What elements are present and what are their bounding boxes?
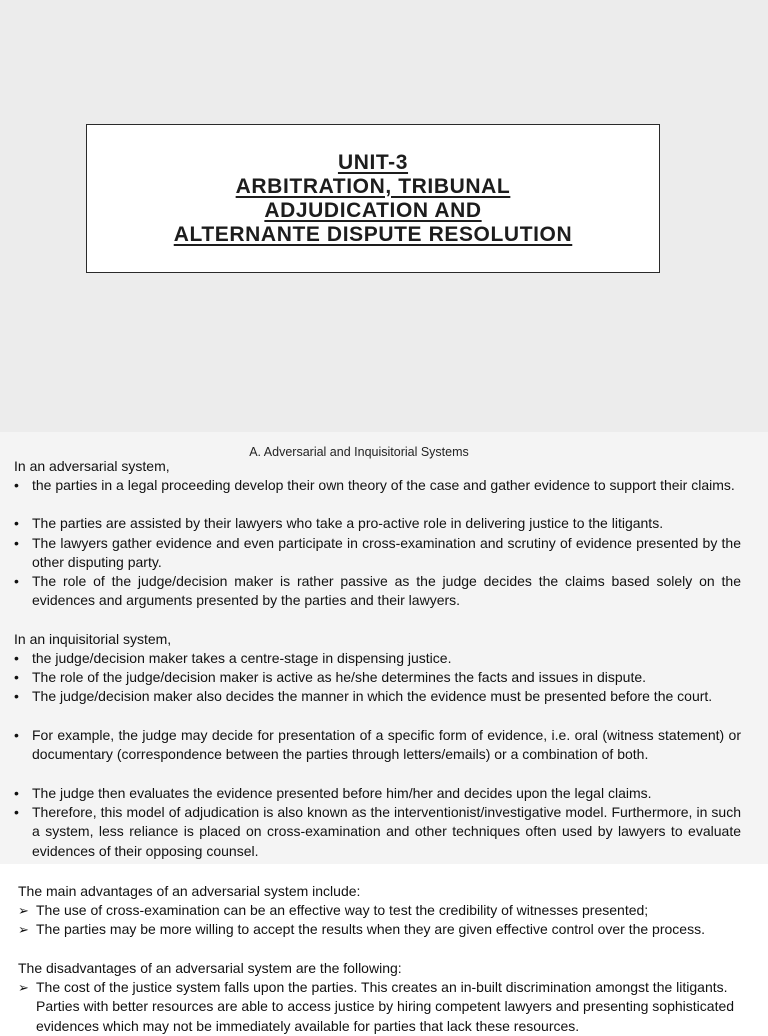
arrow-bullet-icon: ➢ <box>18 922 29 937</box>
bullet-icon: • <box>14 535 19 551</box>
bullet-icon: • <box>14 669 19 685</box>
adversarial-bullet: • The lawyers gather evidence and even participate in cross-examination and scrutiny of evidence presented by the other disputing party. <box>14 535 741 571</box>
inquisitorial-intro: In an inquisitorial system, <box>14 631 172 647</box>
systems-slide <box>0 432 768 864</box>
title-line-2: ARBITRATION, TRIBUNAL <box>235 174 511 198</box>
section-title: A. Adversarial and Inquisitorial Systems <box>249 445 469 459</box>
disadvantage-item: ➢ The cost of the justice system falls upon the parties. This creates an in-built discrimination amongst the litigants. Parties with better resources are able to access justice by hiring competent lawyers and presenting sophisticated evidences which may not be immediately available for parties that lack these resources. <box>18 979 735 1034</box>
title-box <box>86 124 660 273</box>
arrow-bullet-icon: ➢ <box>18 903 29 918</box>
title-slide <box>0 0 768 432</box>
inquisitorial-bullet: • the judge/decision maker takes a centre-stage in dispensing justice. <box>14 649 741 668</box>
inquisitorial-bullet: • For example, the judge may decide for presentation of a specific form of evidence, i.e. oral (witness statement) or documentary (correspondence between the parties through letters/emails) or a combination of both. <box>14 727 741 763</box>
disadvantages-intro: The disadvantages of an adversarial system are the following: <box>18 960 402 976</box>
inquisitorial-bullet: • The judge then evaluates the evidence presented before him/her and decides upon the legal claims. <box>14 784 741 803</box>
title-line-4: ALTERNANTE DISPUTE RESOLUTION <box>173 222 573 246</box>
bullet-icon: • <box>14 785 19 801</box>
bullet-icon: • <box>14 688 19 704</box>
title-line-3: ADJUDICATION AND <box>264 198 482 222</box>
adversarial-bullet: • the parties in a legal proceeding develop their own theory of the case and gather evidence to support their claims. <box>14 476 741 495</box>
adversarial-bullet: • The role of the judge/decision maker is rather passive as the judge decides the claims based solely on the evidences and arguments presented by the parties and their lawyers. <box>14 573 741 609</box>
advantages-slide <box>0 864 768 1034</box>
advantage-item: ➢ The parties may be more willing to accept the results when they are given effective control over the process. <box>18 920 746 939</box>
arrow-bullet-icon: ➢ <box>18 980 29 995</box>
inquisitorial-bullet: • The role of the judge/decision maker is active as he/she determines the facts and issues in dispute. <box>14 668 741 687</box>
inquisitorial-bullet: • Therefore, this model of adjudication is also known as the interventionist/investigative model. Furthermore, in such a system, less reliance is placed on cross-examination and other techniques often used by lawyers to evaluate evidences of their opposing counsel. <box>14 804 741 859</box>
bullet-icon: • <box>14 804 19 820</box>
bullet-icon: • <box>14 477 19 493</box>
bullet-icon: • <box>14 727 19 743</box>
bullet-icon: • <box>14 515 19 531</box>
bullet-icon: • <box>14 650 19 666</box>
inquisitorial-bullet: • The judge/decision maker also decides the manner in which the evidence must be presented before the court. <box>14 687 741 706</box>
adversarial-intro: In an adversarial system, <box>14 458 170 474</box>
adversarial-bullet: • The parties are assisted by their lawyers who take a pro-active role in delivering justice to the litigants. <box>14 514 741 533</box>
advantage-item: ➢ The use of cross-examination can be an effective way to test the credibility of witnesses presented; <box>18 901 746 920</box>
advantages-intro: The main advantages of an adversarial system include: <box>18 883 361 899</box>
bullet-icon: • <box>14 573 19 589</box>
unit-title: UNIT-3 <box>337 150 409 174</box>
